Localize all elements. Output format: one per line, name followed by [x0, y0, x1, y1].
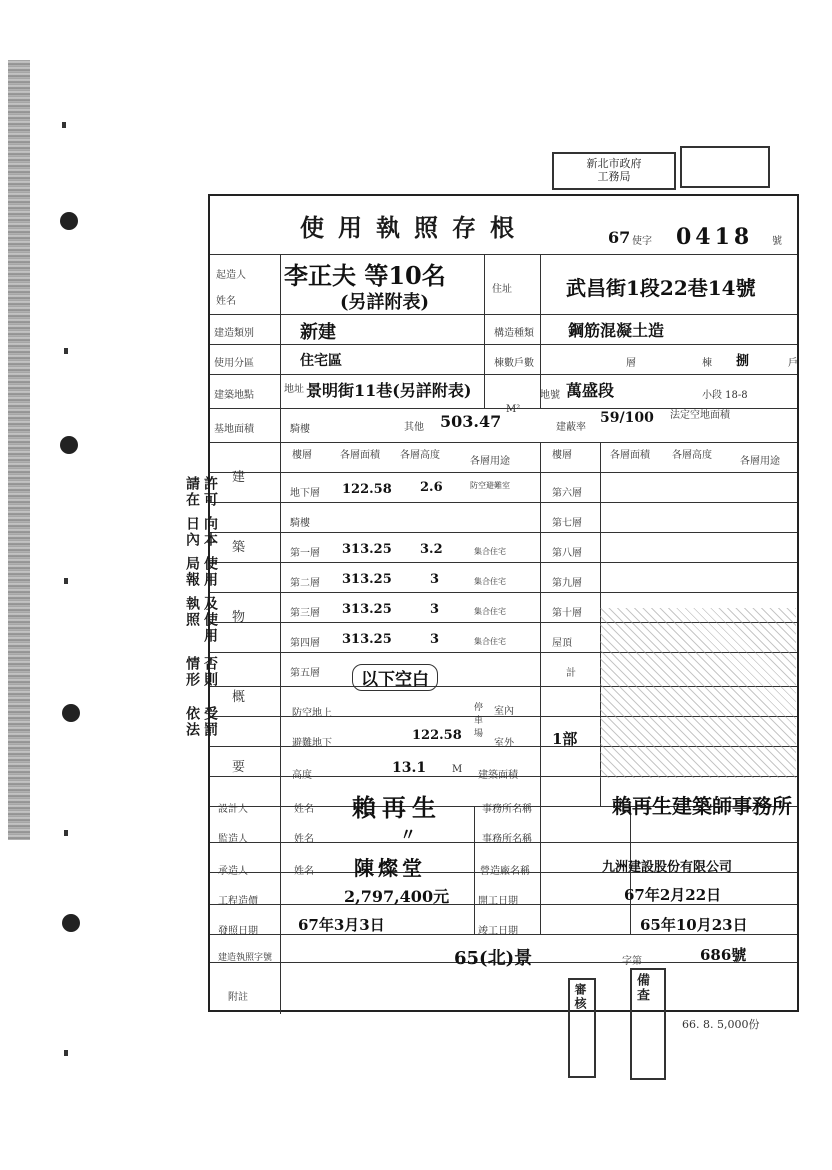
form-title: 使用執照存根 — [300, 213, 528, 242]
owner-address: 武昌街1段22巷14號 — [566, 276, 756, 300]
lot-label: 地號 — [540, 390, 560, 401]
note-label: 附註 — [228, 992, 248, 1003]
address-label: 住址 — [492, 284, 512, 295]
coverage-label: 建蔽率 — [556, 422, 586, 433]
lot-section: 萬盛段 — [566, 381, 615, 400]
finish-value: 65年10月23日 — [640, 916, 748, 934]
zone-label: 建造類別 — [214, 328, 254, 339]
outdoor-value: 1部 — [552, 730, 578, 748]
review-stamp-text: 審核 — [573, 983, 587, 1011]
arcade-label: 騎樓 — [290, 424, 310, 435]
finish-label: 竣工日期 — [478, 926, 518, 937]
floor-header-right-3: 各層高度 — [672, 450, 712, 461]
floor-left-name: 地下層 — [290, 488, 320, 499]
floor-left-area: 122.58 — [342, 482, 392, 497]
side-note-col: 日內 — [184, 516, 200, 548]
floor-left-name: 第三層 — [290, 608, 320, 619]
floor-left-area: 313.25 — [342, 572, 392, 587]
record-stamp — [630, 968, 666, 1080]
floor-left-area: 313.25 — [342, 542, 392, 557]
permit-type: 使字 — [632, 236, 652, 247]
basement-label: 防空地上 — [292, 708, 332, 719]
floor-left-use: 防空避難室 — [470, 481, 510, 490]
header-stamp — [552, 152, 676, 190]
indoor-label: 室內 — [494, 706, 514, 717]
building-area-label: 建築面積 — [478, 770, 518, 781]
owner-name-label: 姓名 — [216, 296, 236, 307]
units-count: 捌 — [736, 354, 750, 369]
cancel-hatch — [600, 608, 796, 778]
owner-name: 李正夫 等10名 — [284, 261, 446, 290]
structure-value: 鋼筋混凝土造 — [568, 321, 665, 340]
record-stamp-text: 備查 — [634, 973, 649, 1003]
start-label: 開工日期 — [478, 896, 518, 907]
site-label: 建築地點 — [214, 390, 254, 401]
designer-label: 設計人 — [218, 804, 248, 815]
header-seal — [680, 146, 770, 188]
floor-right-name: 屋頂 — [552, 638, 572, 649]
side-note-col: 情形 — [184, 656, 200, 688]
site-sub: 地址 — [284, 384, 304, 395]
binder-hole — [60, 212, 78, 230]
permit-number-suffix: 號 — [772, 236, 782, 247]
supervisor-name: 〃 — [400, 825, 417, 844]
side-note-col: 向本 — [202, 516, 218, 548]
designer-name: 賴再生 — [352, 793, 442, 822]
office-name: 賴再生建築師事務所 — [612, 794, 792, 818]
structure-label: 構造種類 — [494, 328, 534, 339]
floor-header-left-3: 各層高度 — [400, 450, 440, 461]
floor-left-name: 第一層 — [290, 548, 320, 559]
permit-number: 0418 — [676, 224, 754, 250]
outdoor-label: 室外 — [494, 738, 514, 749]
floor-right-name: 第七層 — [552, 518, 582, 529]
side-note-col: 許可 — [202, 476, 218, 508]
binder-hole — [62, 704, 80, 722]
floor-right-name: 第六層 — [552, 488, 582, 499]
permit-year: 67 — [608, 228, 631, 247]
floor-left-area: 313.25 — [342, 602, 392, 617]
parking-label: 停車場 — [474, 703, 484, 739]
permit-ref-label: 建造執照字號 — [218, 953, 273, 963]
site-value: 景明街11巷(另詳附表) — [306, 381, 472, 400]
contractor-sub: 姓名 — [294, 866, 314, 877]
contractor-label: 承造人 — [218, 866, 248, 877]
floor-left-name: 騎樓 — [290, 518, 310, 529]
floor-header-left-4: 各層用途 — [470, 456, 510, 467]
lot-number: 小段 18-8 — [702, 390, 748, 401]
side-note-col: 使用 — [202, 556, 218, 588]
binder-strip — [8, 60, 30, 840]
firm-name: 九洲建設股份有限公司 — [602, 860, 733, 875]
margin-mark — [64, 1050, 68, 1056]
floor-left-height: 3 — [430, 572, 440, 587]
units-label: 棟數戶數 — [494, 358, 534, 369]
binder-hole — [60, 436, 78, 454]
firm-label: 營造廠名稱 — [480, 866, 530, 877]
floor-left-name: 第四層 — [290, 638, 320, 649]
section-char: 建 — [232, 470, 246, 485]
zone-value: 新建 — [300, 322, 336, 343]
blank-below-stamp: 以下空白 — [352, 664, 438, 691]
floor-left-name: 第五層 — [290, 668, 320, 679]
floor-header-right-1: 樓層 — [552, 450, 572, 461]
units-household: 戶 — [788, 358, 798, 369]
permit-no-label: 字第 — [622, 956, 642, 967]
side-note-col: 請在 — [184, 476, 200, 508]
floor-header-left-2: 各層面積 — [340, 450, 380, 461]
office2-label: 事務所名稱 — [482, 834, 532, 845]
floor-header-right-4: 各層用途 — [740, 456, 780, 467]
section-char: 要 — [232, 760, 246, 775]
other-area-value: 503.47 — [440, 412, 502, 431]
margin-mark — [62, 122, 66, 128]
legal-area-label: 法定空地面積 — [670, 410, 730, 421]
section-char: 概 — [232, 690, 246, 705]
units-floor: 層 — [626, 358, 636, 369]
margin-mark — [64, 578, 68, 584]
office-label: 事務所名稱 — [482, 804, 532, 815]
start-value: 67年2月22日 — [624, 886, 722, 904]
floor-header-right-2: 各層面積 — [610, 450, 650, 461]
other-area-label: 其他 — [404, 422, 424, 433]
area-unit: M² — [506, 404, 521, 415]
margin-mark — [64, 348, 68, 354]
contractor-name: 陳燦堂 — [354, 856, 426, 880]
margin-mark — [64, 830, 68, 836]
side-note-col: 依法 — [184, 706, 200, 738]
side-note-col: 及使用 — [202, 596, 218, 644]
floor-right-name: 計 — [566, 668, 576, 679]
print-run: 66. 8. 5,000份 — [682, 1018, 760, 1031]
section-char: 築 — [232, 540, 246, 555]
site-area-label: 基地面積 — [214, 424, 254, 435]
supervisor-label: 監造人 — [218, 834, 248, 845]
use-value: 住宅區 — [300, 353, 342, 369]
floor-header-left-1: 樓層 — [292, 450, 312, 461]
owner-note: (另詳附表) — [340, 292, 430, 313]
supervisor-sub: 姓名 — [294, 834, 314, 845]
shelter-label: 避難地下 — [292, 738, 332, 749]
floor-left-name: 第二層 — [290, 578, 320, 589]
floor-left-height: 3 — [430, 632, 440, 647]
floor-left-use: 集合住宅 — [474, 547, 506, 556]
side-note-col: 局報 — [184, 556, 200, 588]
issue-value: 67年3月3日 — [298, 916, 385, 934]
floor-left-area: 313.25 — [342, 632, 392, 647]
permit-ref-value: 65(北)景 — [454, 948, 533, 969]
units-bldg: 棟 — [702, 358, 712, 369]
issue-label: 發照日期 — [218, 926, 258, 937]
binder-hole — [62, 914, 80, 932]
side-note-col: 執照 — [184, 596, 200, 628]
floor-left-height: 3.2 — [420, 542, 443, 557]
side-note-col: 否則 — [202, 656, 218, 688]
height-unit: M — [452, 764, 463, 775]
cost-value: 2,797,400元 — [344, 887, 450, 906]
floor-left-use: 集合住宅 — [474, 637, 506, 646]
use-label: 使用分區 — [214, 358, 254, 369]
coverage-value: 59/100 — [600, 410, 654, 426]
floor-right-name: 第九層 — [552, 578, 582, 589]
height-label: 高度 — [292, 770, 312, 781]
designer-sub: 姓名 — [294, 804, 314, 815]
floor-right-name: 第十層 — [552, 608, 582, 619]
floor-left-use: 集合住宅 — [474, 577, 506, 586]
review-stamp — [568, 978, 596, 1078]
owner-label: 起造人 — [216, 270, 246, 281]
floor-left-height: 3 — [430, 602, 440, 617]
section-char: 物 — [232, 610, 246, 625]
floor-right-name: 第八層 — [552, 548, 582, 559]
header-stamp-line2: 工務局 — [597, 170, 631, 183]
side-note-col: 受罰 — [202, 706, 218, 738]
shelter-value: 122.58 — [412, 728, 462, 743]
permit-no-value: 686號 — [700, 946, 747, 964]
floor-left-use: 集合住宅 — [474, 607, 506, 616]
floor-left-height: 2.6 — [420, 480, 443, 495]
cost-label: 工程造價 — [218, 896, 258, 907]
height-value: 13.1 — [392, 760, 427, 776]
header-stamp-line1: 新北市政府 — [586, 157, 642, 170]
